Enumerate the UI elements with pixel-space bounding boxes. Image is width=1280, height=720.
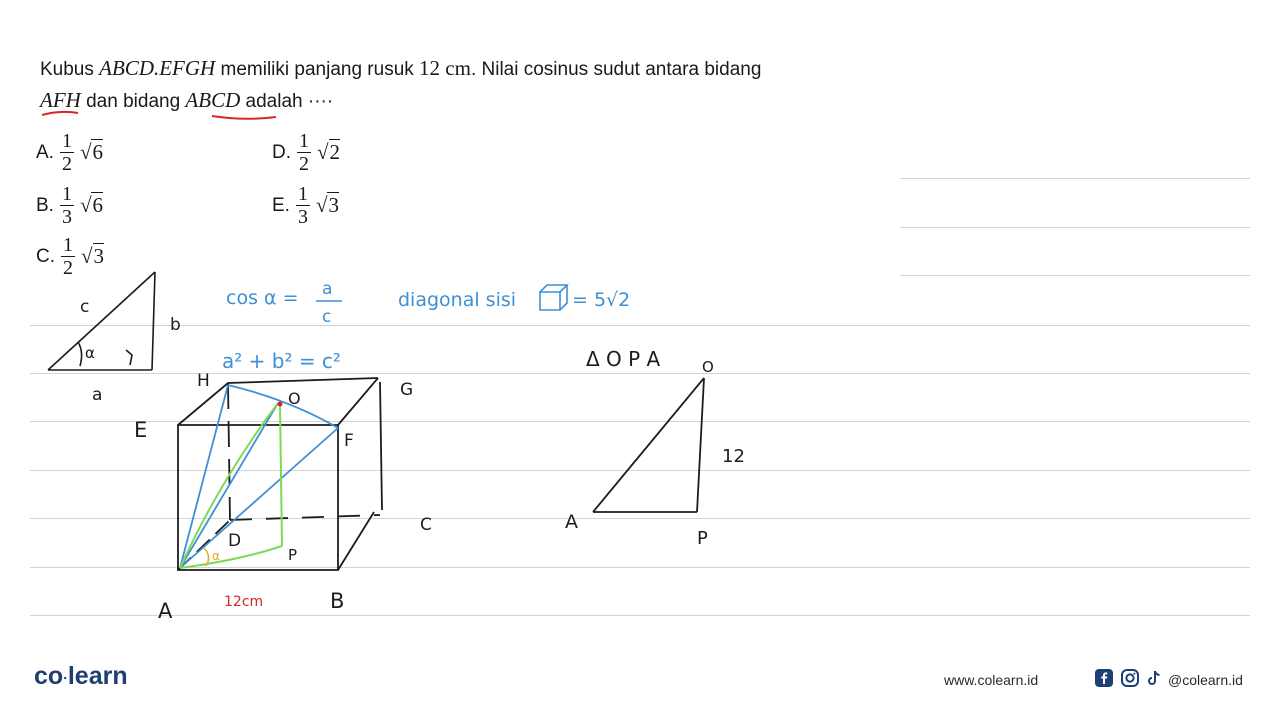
cube-name: ABCD.EFGH: [99, 56, 216, 80]
pythagoras-formula: a² + b² = c²: [222, 349, 341, 373]
radicand: 6: [92, 193, 103, 217]
plane-abcd: ABCD: [185, 88, 241, 112]
radicand: 2: [329, 140, 341, 164]
option-letter: B.: [36, 194, 54, 216]
numerator: 1: [63, 234, 73, 256]
logo-text-learn: learn: [67, 662, 128, 690]
square-root: √6: [79, 193, 103, 217]
option-letter: E.: [272, 194, 290, 216]
cube-label-h: H: [197, 371, 210, 391]
denominator: 2: [63, 257, 73, 279]
cos-numerator: a: [322, 279, 333, 299]
cube-label-o: O: [288, 389, 301, 408]
question-text: memiliki panjang rusuk: [215, 59, 420, 80]
cube-label-g: G: [400, 380, 414, 400]
triangle-opa-title: Δ O P A: [586, 347, 661, 371]
cube-edge-gc: [380, 382, 382, 510]
denominator: 2: [61, 153, 72, 175]
helper-triangle: [48, 272, 155, 370]
question-text: adalah ····: [240, 91, 334, 112]
point-o-marker: [278, 402, 283, 407]
radicand: 6: [92, 140, 103, 164]
line-hf: [228, 385, 338, 428]
logo-text-co: co: [34, 662, 64, 690]
square-root: √6: [79, 140, 103, 164]
cos-denominator: c: [322, 307, 332, 327]
question-text: dan bidang: [80, 91, 186, 112]
triangle-opa-label-p: P: [697, 528, 708, 549]
denominator: 2: [299, 153, 309, 175]
triangle-label-a: a: [92, 385, 103, 405]
cube-edge-bc: [338, 512, 374, 570]
cube-label-c: C: [420, 515, 432, 535]
line-ah: [180, 385, 228, 568]
cube-edge-hd-hidden: [228, 383, 230, 520]
line-op: [280, 405, 282, 546]
plane-afh: AFH: [40, 88, 81, 112]
diagonal-text: diagonal sisi: [398, 289, 517, 311]
question-text: Kubus: [40, 59, 100, 80]
triangle-hypotenuse: [48, 272, 155, 370]
cube-label-e: E: [134, 418, 148, 442]
cube-edge-length: 12cm: [224, 594, 264, 610]
cube-label-b: B: [330, 589, 345, 613]
triangle-angle-arc: [78, 342, 82, 366]
square-root: √2: [317, 140, 341, 164]
option-letter: A.: [36, 141, 54, 163]
facebook-icon[interactable]: [1094, 668, 1114, 688]
cube-label-a: A: [158, 599, 173, 623]
triangle-opa-op: [697, 378, 704, 512]
triangle-opa-label-12: 12: [722, 446, 745, 467]
triangle-right-angle: [126, 350, 132, 365]
cube-edge-fg: [338, 378, 378, 425]
logo-dot: ·: [63, 669, 68, 686]
denominator: 3: [297, 206, 308, 228]
social-handle[interactable]: @colearn.id: [1168, 672, 1243, 688]
square-root: √3: [315, 193, 339, 217]
diagonal-result: = 5√2: [572, 289, 631, 311]
triangle-label-c: c: [80, 297, 90, 317]
triangle-opa-ao: [593, 378, 704, 512]
cube-edge-dc-hidden: [230, 515, 380, 520]
radicand: 3: [328, 193, 339, 217]
edge-value: 12 cm: [419, 56, 471, 80]
square-root: √3: [81, 244, 105, 268]
numerator: 1: [61, 183, 72, 205]
option-letter: D.: [272, 141, 291, 163]
triangle-label-alpha: α: [85, 344, 95, 362]
underline-afh: [42, 112, 78, 115]
triangle-opa-label-a: A: [565, 511, 578, 533]
numerator: 1: [61, 130, 72, 152]
triangle-opa: [593, 378, 704, 512]
underline-abcd: [212, 116, 276, 119]
cos-formula: cos α =: [226, 287, 299, 309]
numerator: 1: [299, 130, 309, 152]
cube-label-d: D: [228, 531, 242, 551]
cube-label-alpha: α: [212, 549, 220, 563]
triangle-opa-label-o: O: [702, 358, 714, 376]
question-text: . Nilai cosinus sudut antara bidang: [470, 59, 762, 80]
tiktok-icon[interactable]: [1144, 668, 1164, 688]
triangle-side-b: [152, 272, 155, 370]
cube-label-p: P: [288, 546, 298, 564]
plane-afh-lines: [180, 385, 338, 568]
denominator: 3: [61, 206, 72, 228]
option-letter: C.: [36, 245, 55, 267]
instagram-icon[interactable]: [1120, 668, 1140, 688]
footer-url[interactable]: www.colearn.id: [944, 672, 1039, 688]
cube-label-f: F: [344, 431, 354, 451]
numerator: 1: [297, 183, 308, 205]
line-af: [180, 428, 338, 568]
triangle-label-b: b: [170, 315, 181, 335]
mini-cube-icon: [540, 285, 567, 310]
colearn-logo[interactable]: [34, 662, 128, 691]
radicand: 3: [93, 244, 105, 268]
